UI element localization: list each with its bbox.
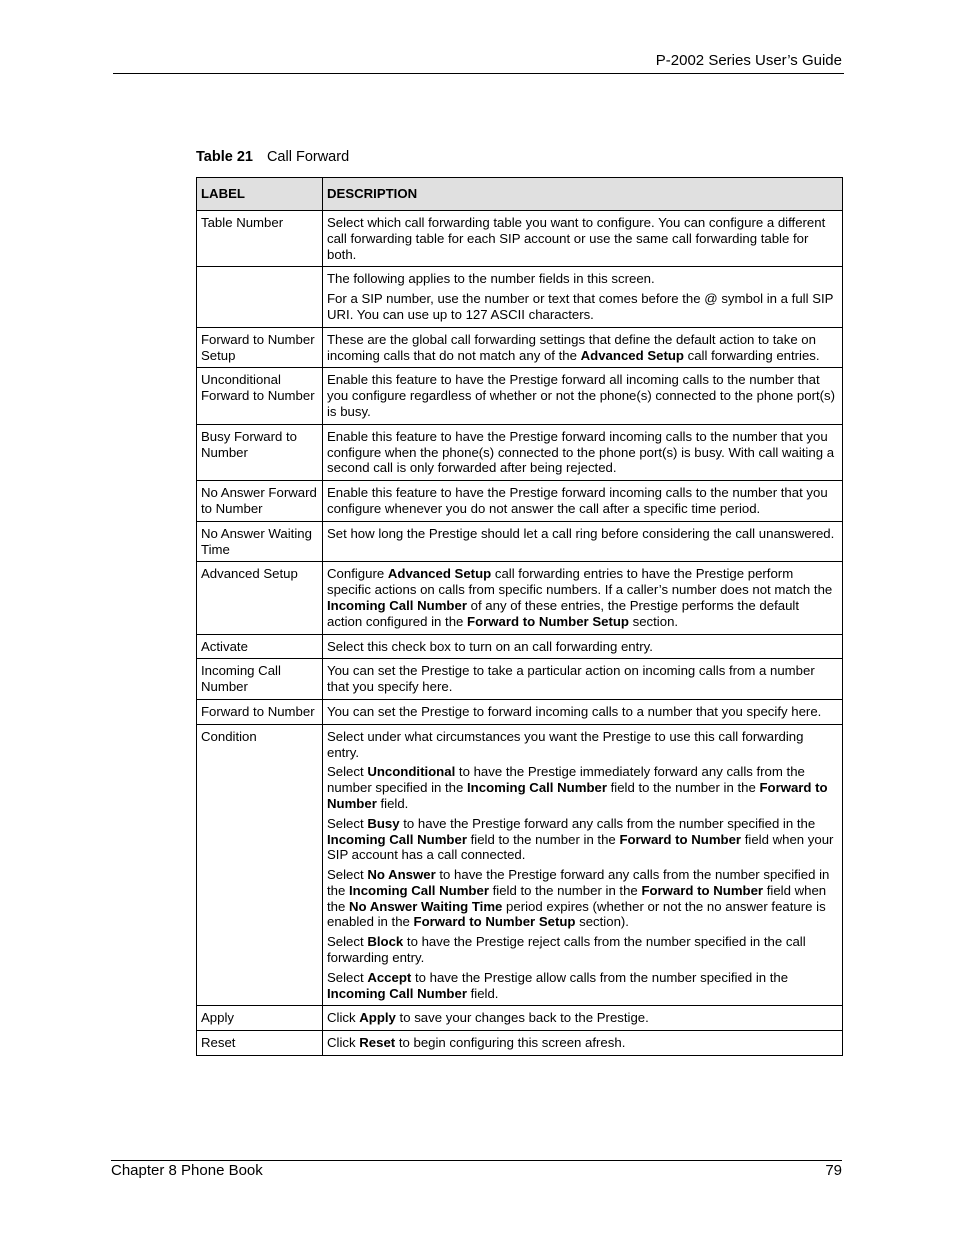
description-paragraph [327,372,837,419]
bold-term: Advanced Setup [387,566,492,582]
text-run: field to the number in the [488,882,642,898]
table-body [197,211,843,1056]
text-run: Click [327,1010,360,1026]
text-run: Set how long the Prestige should let a call ring before considering the call unanswered. [327,525,835,541]
running-header-title: P-2002 Series User’s Guide [655,52,842,69]
text-run: Select which call forwarding table you want to configure. You can configure a different call forwarding table for each SIP account or use the same call forwarding table for both. [327,215,826,262]
row-description [323,634,843,659]
description-paragraph [327,291,837,323]
table-row [197,481,843,522]
description-paragraph [327,704,837,720]
row-label: Reset [197,1031,323,1056]
text-run: to have the Prestige forward any calls from the number specified in the [327,867,830,898]
row-description [323,481,843,522]
bold-term: Forward to Number [327,780,828,811]
call-forward-table [196,177,843,1056]
description-paragraph [327,485,837,517]
text-run: field when the [327,882,827,914]
description-paragraph [327,729,837,761]
description-paragraph [327,764,837,811]
text-run: period expires (whether or not the no answer feature is enabled in the [327,898,826,930]
bold-term: Reset [359,1035,396,1051]
row-label: Advanced Setup [197,562,323,634]
text-run: Select under what circumstances you want the Prestige to use this call forwarding entry. [327,728,804,760]
text-run: to have the Prestige allow calls from the number specified in the [411,969,789,985]
text-run: Configure [327,566,388,582]
description-paragraph [327,271,837,287]
description-paragraph [327,332,837,364]
text-run: Select [327,934,368,950]
row-description [323,424,843,480]
text-run: Select [327,867,368,883]
table-row [197,634,843,659]
table-row [197,368,843,424]
text-run: Click [327,1035,360,1051]
row-description [323,1006,843,1031]
table-row [197,724,843,1006]
row-description [323,211,843,267]
row-description [323,521,843,562]
row-label: Apply [197,1006,323,1031]
text-run: Select [327,764,368,780]
description-paragraph [327,934,837,966]
text-run: The following applies to the number fields in this screen. [327,271,655,287]
table-row [197,659,843,700]
table-row [197,211,843,267]
row-description [323,1031,843,1056]
text-run: section). [575,914,629,930]
bold-term: Incoming Call Number [327,831,467,847]
text-run: call forwarding entries to have the Prestige perform specific actions on calls from specific numbers. If a caller’s number does not match the [327,566,833,598]
description-paragraph [327,663,837,695]
row-label: No Answer Waiting Time [197,521,323,562]
text-run: section. [628,613,679,629]
bold-term: Apply [359,1010,396,1026]
table-caption-title: Call Forward [266,149,350,165]
table-caption [196,149,349,165]
row-label: Forward to Number Setup [197,327,323,368]
bold-term: Forward to Number [641,882,764,898]
description-paragraph [327,429,837,476]
table-row [197,562,843,634]
bold-term: Forward to Number Setup [413,914,576,930]
table-header-row [197,178,843,211]
bold-term: Advanced Setup [580,347,684,363]
text-run: These are the global call forwarding settings that define the default action to take on incoming calls that do not match any of the [327,331,816,363]
row-description [323,562,843,634]
bold-term: Incoming Call Number [349,882,489,898]
footer-rule [111,1160,842,1161]
description-paragraph [327,867,837,930]
row-label: Condition [197,724,323,1006]
description-paragraph [327,215,837,262]
table-caption-number: Table 21 [196,149,253,165]
row-label: No Answer Forward to Number [197,481,323,522]
description-paragraph [327,816,837,863]
row-label [197,267,323,327]
table-row [197,699,843,724]
text-run: field to the number in the [466,831,620,847]
bold-term: Incoming Call Number [327,597,467,613]
description-paragraph [327,639,837,655]
footer-chapter: Chapter 8 Phone Book [111,1162,263,1179]
row-description [323,368,843,424]
table-row [197,327,843,368]
row-description [323,659,843,700]
description-paragraph [327,526,837,542]
row-label: Activate [197,634,323,659]
column-header-description: DESCRIPTION [323,178,843,211]
header-rule [113,73,844,74]
table-row [197,1031,843,1056]
text-run: Select this check box to turn on an call forwarding entry. [327,638,653,654]
table-row [197,521,843,562]
footer-page-number: 79 [825,1162,842,1179]
text-run: Enable this feature to have the Prestige forward incoming calls to the number that you configure whenever you do not answer the call after a specific time period. [327,485,828,516]
bold-term: Unconditional [367,764,456,780]
text-run: of any of these entries, the Prestige performs the default action configured in the [327,597,800,629]
bold-term: No Answer Waiting Time [349,898,503,914]
description-paragraph [327,1035,837,1051]
text-run: You can set the Prestige to take a particular action on incoming calls from a number that you specify here. [327,663,815,695]
table-row [197,424,843,480]
text-run: You can set the Prestige to forward incoming calls to a number that you specify here. [327,703,822,719]
bold-term: Forward to Number [619,831,742,847]
row-label: Incoming Call Number [197,659,323,700]
row-label: Busy Forward to Number [197,424,323,480]
text-run: to have the Prestige forward any calls from the number specified in the [399,815,816,831]
row-label: Forward to Number [197,699,323,724]
text-run: Select [327,815,368,831]
bold-term: Block [367,934,404,950]
table-row [197,267,843,327]
description-paragraph [327,970,837,1002]
bold-term: Incoming Call Number [327,985,467,1001]
text-run: to begin configuring this screen afresh. [395,1035,626,1051]
bold-term: Incoming Call Number [467,780,607,796]
text-run: For a SIP number, use the number or text that comes before the @ symbol in a full SIP URI. You can use up to 127 ASCII characters. [327,291,834,322]
row-label: Table Number [197,211,323,267]
description-paragraph [327,566,837,629]
row-label: Unconditional Forward to Number [197,368,323,424]
text-run: to have the Prestige reject calls from the number specified in the call forwarding entry. [327,934,806,966]
text-run: to save your changes back to the Prestige. [395,1010,649,1026]
text-run: Enable this feature to have the Prestige forward incoming calls to the number that you configure when the phone(s) connected to the phone port(s) is busy. With call waiting a second call is only forwarded after being rejected. [327,428,835,476]
row-description [323,327,843,368]
text-run: field. [376,795,409,811]
bold-term: Accept [367,969,412,985]
text-run: Select [327,969,368,985]
row-description [323,724,843,1006]
text-run: field to the number in the [606,780,760,796]
row-description [323,267,843,327]
table-row [197,1006,843,1031]
description-paragraph [327,1010,837,1026]
bold-term: Forward to Number Setup [467,613,629,629]
text-run: call forwarding entries. [683,347,820,363]
text-run: to have the Prestige immediately forward any calls from the number specified in the [327,764,805,796]
row-description [323,699,843,724]
column-header-label: LABEL [197,178,323,211]
text-run: field when your SIP account has a call connected. [327,831,834,863]
text-run: Enable this feature to have the Prestige forward all incoming calls to the number that you configure regardless of whether or not the phone(s) connected to the phone port(s) is busy. [327,372,836,419]
bold-term: No Answer [367,867,436,883]
text-run: field. [466,985,499,1001]
bold-term: Busy [367,815,400,831]
